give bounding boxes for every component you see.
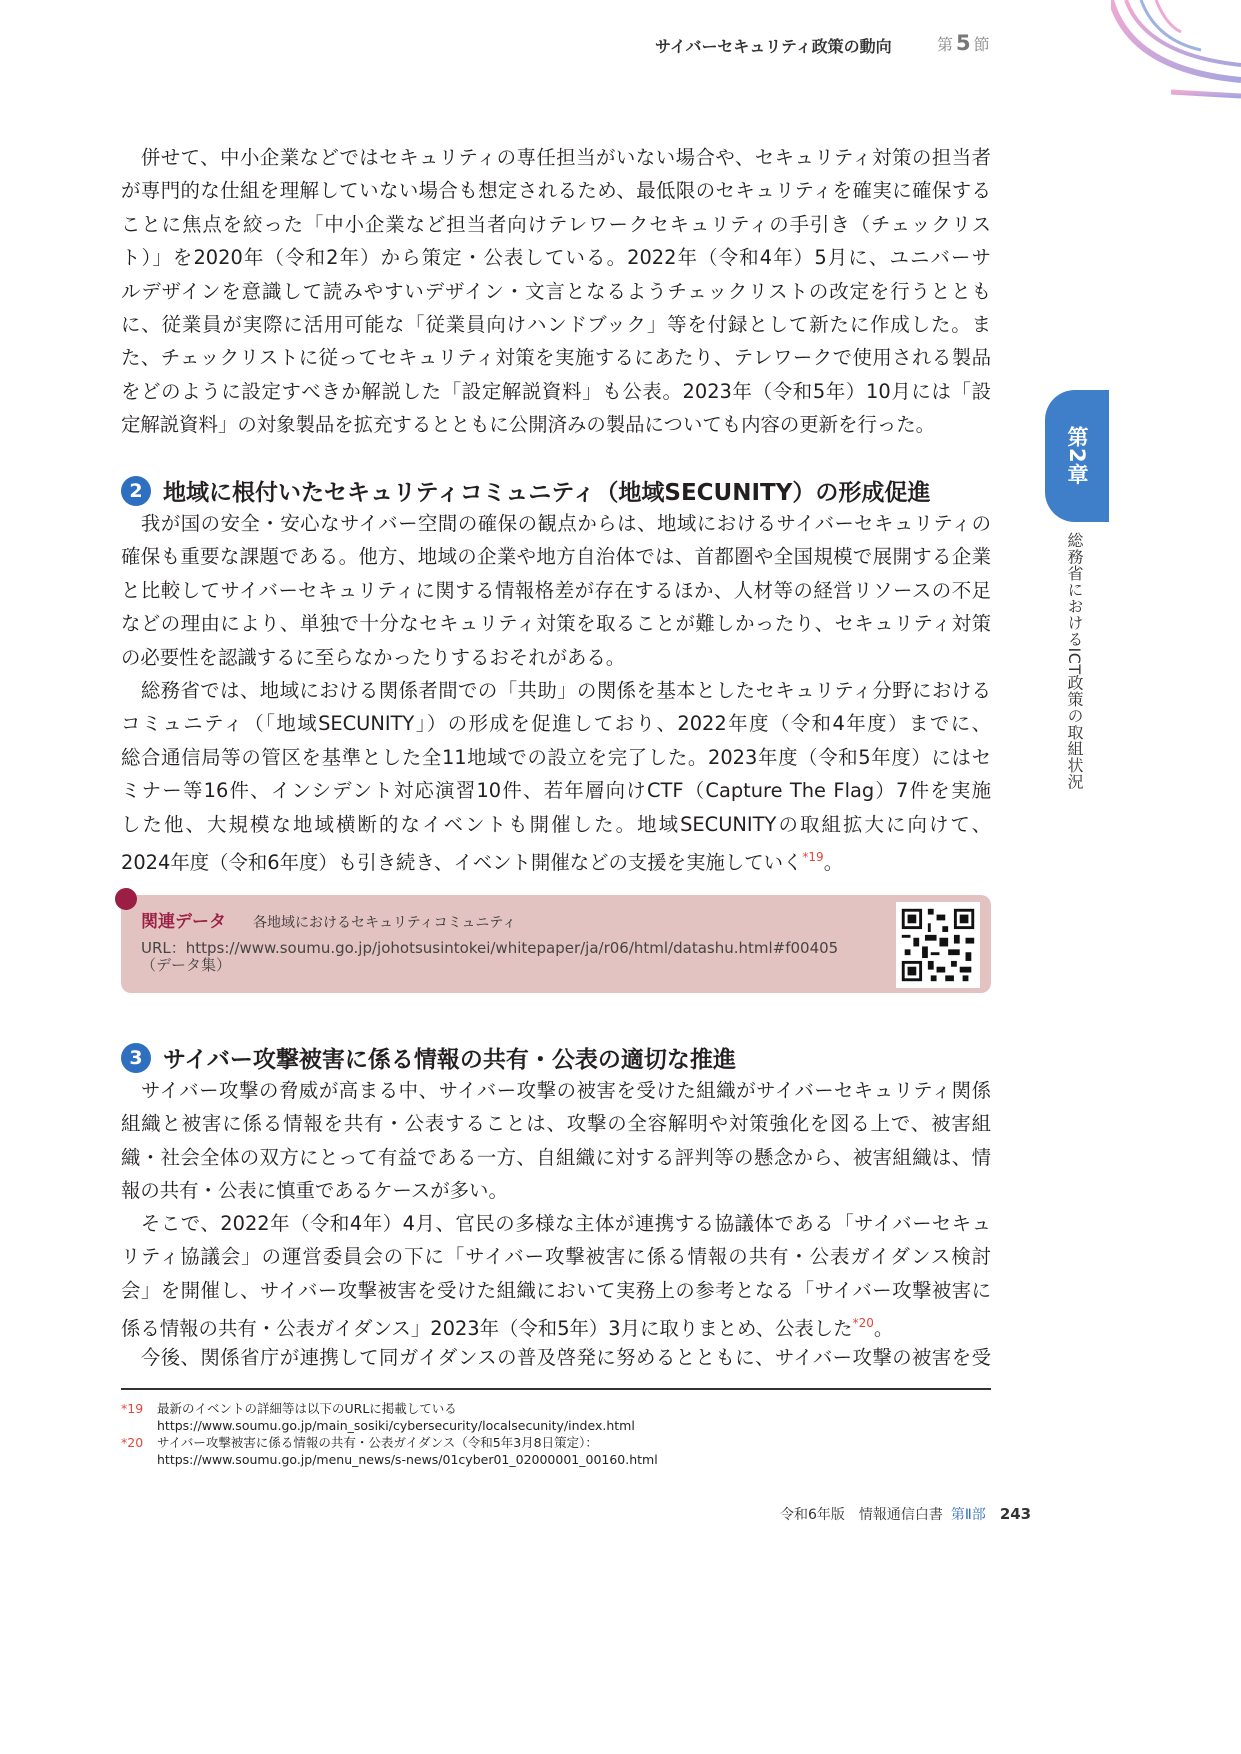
text-line [121, 241, 991, 274]
chapter-title-vertical: 総務省におけるICT政策の取組状況 [1065, 532, 1084, 791]
line-text: した他、大規模な地域横断的なイベントも開催した。地域SECUNITYの取組拡大に向けて、 [121, 812, 991, 836]
section-number-badge: 2 [121, 476, 151, 506]
text-line [121, 641, 991, 674]
section-prefix: 第 [937, 35, 954, 54]
text-line [121, 1074, 991, 1107]
line-text: 係る情報の共有・公表ガイダンス」2023年（令和5年）3月に取りまとめ、公表した [121, 1317, 853, 1341]
text-line [121, 1307, 991, 1340]
section-3-paragraph [121, 1341, 991, 1374]
text-line [121, 141, 991, 174]
line-text: 確保も重要な課題である。他方、地域の企業や地方自治体では、首都圏や全国規模で展開する企業 [121, 545, 991, 569]
footnote-mark: *19 [121, 1401, 144, 1416]
footnote-text: サイバー攻撃被害に係る情報の共有・公表ガイダンス（令和5年3月8日策定）： [157, 1435, 598, 1450]
section-2-paragraph [121, 507, 991, 674]
intro-text [121, 141, 991, 442]
line-text: をどのように設定すべきか解説した「設定解説資料」も公表。2023年（令和5年）10月には「設 [121, 379, 991, 403]
text-line [121, 174, 991, 207]
line-tail: 。 [873, 1317, 894, 1341]
line-tail: 。 [823, 850, 844, 874]
section-num: 5 [956, 31, 971, 55]
section-suffix: 節 [973, 35, 990, 54]
line-text: そこで、2022年（令和4年）4月、官民の多様な主体が連携する協議体である「サイバーセキュ [121, 1212, 991, 1235]
footnote-mark: *20 [121, 1435, 144, 1450]
line-text: 併せて、中小企業などではセキュリティの専任担当がいない場合や、セキュリティ対策の担当者 [121, 146, 991, 169]
text-line [121, 507, 991, 540]
text-line [121, 808, 991, 841]
section-3-heading [121, 1041, 736, 1074]
chapter-tab[interactable]: 第2章 [1045, 390, 1109, 522]
text-line [121, 1341, 991, 1374]
related-data-marker [115, 888, 137, 910]
part-label: 第Ⅱ部 [950, 1507, 986, 1523]
related-data-box [121, 895, 991, 993]
section-number-badge: 3 [121, 1043, 151, 1073]
line-text: 報の共有・公表に慎重であるケースが多い。 [121, 1179, 508, 1203]
line-text: ミナー等16件、インシデント対応演習10件、若年層向けCTF（Capture The Flag）7件を実施 [121, 779, 991, 803]
line-text: 組織と被害に係る情報を共有・公表することは、攻撃の全容解明や対策強化を図る上で、被害組 [121, 1112, 991, 1136]
line-text: サイバー攻撃の脅威が高まる中、サイバー攻撃の被害を受けた組織がサイバーセキュリティ関係 [121, 1079, 991, 1102]
line-text: 総務省では、地域における関係者間での「共助」の関係を基本としたセキュリティ分野における [121, 679, 991, 702]
text-line [121, 574, 991, 607]
text-line [121, 375, 991, 408]
text-line [121, 308, 991, 341]
footnote-url[interactable]: https://www.soumu.go.jp/main_sosiki/cybersecurity/localsecunity/index.html [157, 1418, 635, 1433]
line-text: 総合通信局等の管区を基準とした全11地域での設立を完了した。2023年度（令和5年度）にはセ [121, 745, 991, 769]
footnote-ref[interactable]: *20 [852, 1316, 874, 1331]
line-text: ことに焦点を絞った「中小企業など担当者向けテレワークセキュリティの手引き（チェックリス [121, 212, 991, 236]
line-text: と比較してサイバーセキュリティに関する情報格差が存在するほか、人材等の経営リソースの不足 [121, 578, 991, 602]
url-text[interactable]: URL：https://www.soumu.go.jp/johotsusintokei/whitepaper/ja/r06/html/datashu.html#f00405 [141, 939, 839, 957]
url-note: （データ集） [141, 956, 232, 974]
line-text: 今後、関係省庁が連携して同ガイダンスの普及啓発に努めるとともに、サイバー攻撃の被害を受 [121, 1346, 991, 1369]
line-text: などの理由により、単独で十分なセキュリティ対策を取ることが難しかったり、セキュリティ対策 [121, 612, 991, 636]
text-line [121, 1141, 991, 1174]
line-text: に、従業員が実際に活用可能な「従業員向けハンドブック」等を付録として新たに作成した。ま [121, 312, 991, 336]
footnote-ref[interactable]: *19 [802, 849, 824, 864]
text-line [121, 540, 991, 573]
related-data-url[interactable] [141, 940, 838, 974]
line-text: の必要性を認識するに至らなかったりするおそれがある。 [121, 645, 626, 669]
line-text: 我が国の安全・安心なサイバー空間の確保の観点からは、地域におけるサイバーセキュリティの [121, 512, 991, 535]
line-text: 会」を開催し、サイバー攻撃被害を受けた組織において実務上の参考となる「サイバー攻撃被害に [121, 1278, 991, 1302]
text-line [121, 1240, 991, 1273]
line-text: た、チェックリストに従ってセキュリティ対策を実施するにあたり、テレワークで使用される製品 [121, 346, 991, 370]
line-text: 定解説資料」の対象製品を拡充するとともに公開済みの製品についても内容の更新を行った。 [121, 413, 936, 437]
text-line [121, 1207, 991, 1240]
text-line [121, 607, 991, 640]
line-text: が専門的な仕組を理解していない場合も想定されるため、最低限のセキュリティを確実に確保する [121, 179, 991, 203]
book-title: 令和6年版 情報通信白書 [780, 1507, 943, 1523]
page-number: 243 [999, 1505, 1032, 1523]
section-2-title: 地域に根付いたセキュリティコミュニティ（地域SECUNITY）の形成促進 [163, 480, 931, 506]
line-text: ルデザインを意識して読みやすいデザイン・文言となるようチェックリストの改定を行うととも [121, 279, 991, 303]
section-2-paragraph [121, 674, 991, 874]
line-text: コミュニティ（「地域SECUNITY」）の形成を促進しており、2022年度（令和4年度）までに、 [121, 712, 991, 736]
footnote [121, 1400, 658, 1468]
line-text: リティ協議会」の運営委員会の下に「サイバー攻撃被害に係る情報の共有・公表ガイダンス検討 [121, 1245, 991, 1269]
footnote-divider [121, 1388, 991, 1390]
text-line [121, 341, 991, 374]
text-line [121, 275, 991, 308]
section-title: サイバーセキュリティ政策の動向 [655, 37, 892, 56]
text-line [121, 707, 991, 740]
section-number [937, 31, 990, 55]
section-2-heading [121, 474, 930, 507]
text-line [121, 408, 991, 441]
footnote-url[interactable]: https://www.soumu.go.jp/menu_news/s-news/01cyber01_02000001_00160.html [157, 1452, 658, 1467]
footnote-text: 最新のイベントの詳細等は以下のURLに掲載している [157, 1401, 457, 1416]
decorative-arcs [1111, 0, 1241, 100]
line-text: 織・社会全体の双方にとって有益である一方、自組織に対する評判等の懸念から、被害組織は、情 [121, 1145, 991, 1169]
text-line [121, 1274, 991, 1307]
related-data-label: 関連データ [141, 912, 226, 932]
section-3-paragraph [121, 1207, 991, 1341]
related-data-title: 各地域におけるセキュリティコミュニティ [253, 915, 517, 931]
line-text: 2024年度（令和6年度）も引き続き、イベント開催などの支援を実施していく [121, 850, 803, 874]
section-3-paragraph [121, 1074, 991, 1208]
line-text: ト）」を2020年（令和2年）から策定・公表している。2022年（令和4年）5月に、ユニバーサ [121, 246, 991, 270]
text-line [121, 1107, 991, 1140]
qr-code-icon [896, 902, 980, 988]
section-3-title: サイバー攻撃被害に係る情報の共有・公表の適切な推進 [163, 1047, 736, 1073]
text-line [121, 674, 991, 707]
page-footer [780, 1504, 1031, 1524]
text-line [121, 1174, 991, 1207]
text-line [121, 774, 991, 807]
text-line [121, 208, 991, 241]
text-line [121, 841, 991, 874]
text-line [121, 741, 991, 774]
